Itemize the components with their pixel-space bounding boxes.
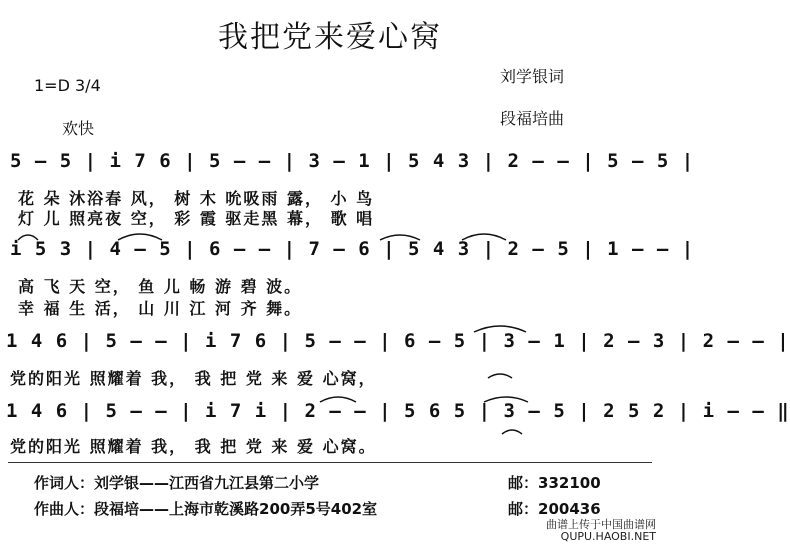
- composer-credit: 段福培曲: [500, 109, 565, 128]
- postcode-label: 邮：: [508, 500, 539, 518]
- lyricist-label: 作词人：: [34, 474, 95, 492]
- notation-row: i 5 3 | 4 — 5 | 6 — — | 7 — 6 | 5 4 3 | 2 — 5 | 1 — — |: [10, 238, 695, 260]
- lyric-line: 党的阳光 照耀着 我， 我 把 党 来 爱 心窝。: [10, 437, 377, 456]
- slur-arc: [484, 397, 528, 402]
- lyricist-address: 刘学银——江西省九江县第二小学: [94, 474, 320, 492]
- notation-row: 5 — 5 | i 7 6 | 5 — — | 3 — 1 | 5 4 3 | 2 — — | 5 — 5 |: [10, 150, 695, 172]
- notation-row: 1 4 6 | 5 — — | i 7 i | 2 — — | 5 6 5 | 3 — 5 | 2 5 2 | i — — ‖: [6, 400, 790, 422]
- composer-address: 段福培——上海市乾溪路200弄5号402室: [94, 500, 378, 518]
- lyric-line: 高 飞 天 空， 鱼 儿 畅 游 碧 波。: [18, 277, 303, 296]
- composer-label: 作曲人：: [34, 500, 95, 518]
- tempo-marking: 欢快: [62, 119, 95, 138]
- slur-arc: [502, 430, 522, 434]
- lyric-line: 党的阳光 照耀着 我， 我 把 党 来 爱 心窝，: [10, 369, 377, 388]
- notation-row: 1 4 6 | 5 — — | i 7 6 | 5 — — | 6 — 5 | 3 — 1 | 2 — 3 | 2 — — |: [6, 330, 790, 352]
- lyric-line: 幸 福 生 活， 山 川 江 河 齐 舞。: [18, 299, 303, 318]
- slur-arc: [474, 326, 526, 332]
- slur-arc: [18, 235, 38, 240]
- lyric-line: 灯 儿 照亮夜 空， 彩 霞 驱走黑 幕， 歌 唱: [18, 209, 375, 228]
- postcode-value: 200436: [538, 500, 601, 518]
- slur-arc: [118, 234, 162, 240]
- postcode-value: 332100: [538, 474, 601, 492]
- slur-arc: [380, 235, 420, 240]
- lyric-line: 花 朵 沐浴春 风， 树 木 吮吸雨 露， 小 鸟: [18, 189, 375, 208]
- slur-arc: [462, 234, 506, 240]
- slur-arc: [320, 397, 356, 402]
- lyricist-credit: 刘学银词: [500, 67, 565, 86]
- watermark-line: 曲谱上传于中国曲谱网: [546, 518, 656, 531]
- song-title: 我把党来爱心窝: [218, 20, 442, 55]
- slur-arc: [488, 374, 512, 378]
- postcode-label: 邮：: [508, 474, 539, 492]
- watermark-line: QUPU.HAOBI.NET: [560, 530, 656, 543]
- key-signature: 1=D 3/4: [34, 76, 101, 95]
